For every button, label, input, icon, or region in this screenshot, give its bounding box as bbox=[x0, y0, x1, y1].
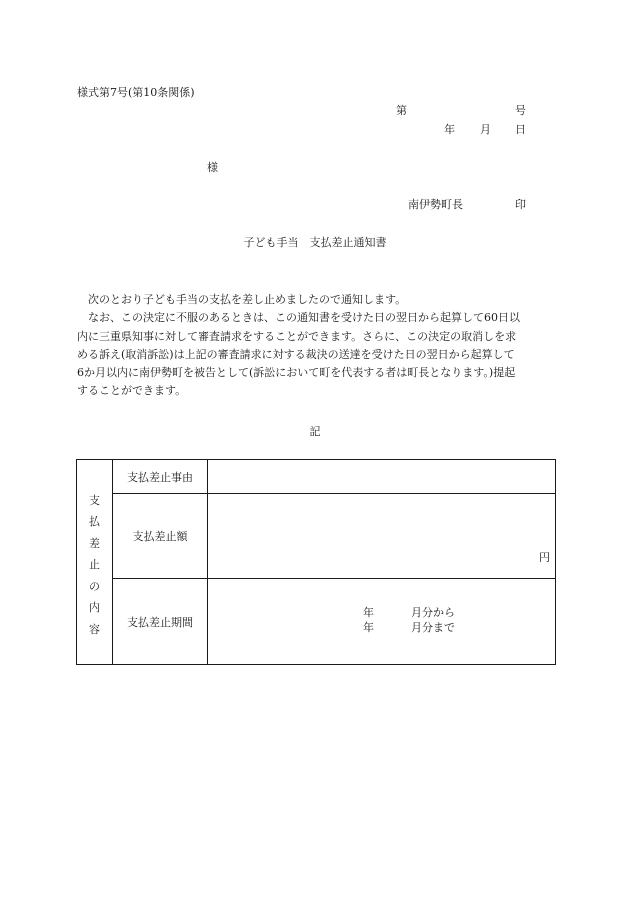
body-line: することができます。 bbox=[77, 384, 187, 398]
period-from bbox=[363, 605, 455, 620]
date-month-label: 月 bbox=[480, 123, 491, 136]
period-from-year: 年 bbox=[363, 606, 374, 619]
body-line: 内に三重県知事に対して審査請求をすることができます。さらに、この決定の取消しを求 bbox=[77, 329, 517, 343]
amount-value bbox=[208, 494, 556, 579]
body-line: 6か月以内に南伊勢町を被告として(訴訟において町を代表する者は町長となります。)提起 bbox=[77, 366, 516, 380]
side-heading-char: 容 bbox=[89, 622, 100, 636]
document-number-prefix: 第 bbox=[396, 104, 407, 117]
seal-mark: 印 bbox=[515, 198, 526, 211]
period-to-month: 月分まで bbox=[411, 621, 455, 634]
document-title: 子ども手当 支払差止通知書 bbox=[243, 236, 387, 249]
side-heading-char: の bbox=[89, 579, 100, 593]
date-year-label: 年 bbox=[444, 123, 455, 136]
issuer-name: 南伊勢町長 bbox=[408, 198, 463, 211]
suspension-details-table bbox=[76, 459, 556, 665]
reason-value bbox=[208, 460, 556, 494]
period-to-year: 年 bbox=[363, 621, 374, 634]
side-heading bbox=[77, 460, 113, 665]
side-heading-char: 支 bbox=[89, 493, 100, 507]
side-heading-char: 払 bbox=[89, 515, 100, 529]
amount-unit: 円 bbox=[539, 551, 550, 564]
side-heading-char: 内 bbox=[89, 601, 100, 615]
amount-label: 支払差止額 bbox=[113, 494, 208, 579]
period-from-month: 月分から bbox=[411, 606, 455, 619]
body-line: なお、この決定に不服のあるときは、この通知書を受けた日の翌日から起算して60日以 bbox=[77, 311, 520, 325]
addressee-honorific: 様 bbox=[207, 161, 218, 174]
reason-label: 支払差止事由 bbox=[113, 460, 208, 494]
form-number: 様式第7号(第10条関係) bbox=[77, 86, 195, 99]
body-line: める訴え(取消訴訟)は上記の審査請求に対する裁決の送達を受けた日の翌日から起算して bbox=[77, 347, 515, 361]
side-heading-char: 差 bbox=[89, 536, 100, 550]
ki-heading: 記 bbox=[309, 425, 321, 438]
period-value bbox=[208, 579, 556, 665]
document-number-suffix: 号 bbox=[515, 104, 526, 117]
side-heading-char: 止 bbox=[89, 558, 100, 572]
body-line: 次のとおり子ども手当の支払を差し止めましたので通知します。 bbox=[77, 293, 407, 306]
period-to bbox=[363, 620, 455, 635]
notice-body bbox=[77, 291, 555, 401]
period-label: 支払差止期間 bbox=[113, 579, 208, 665]
date-day-label: 日 bbox=[515, 123, 526, 136]
